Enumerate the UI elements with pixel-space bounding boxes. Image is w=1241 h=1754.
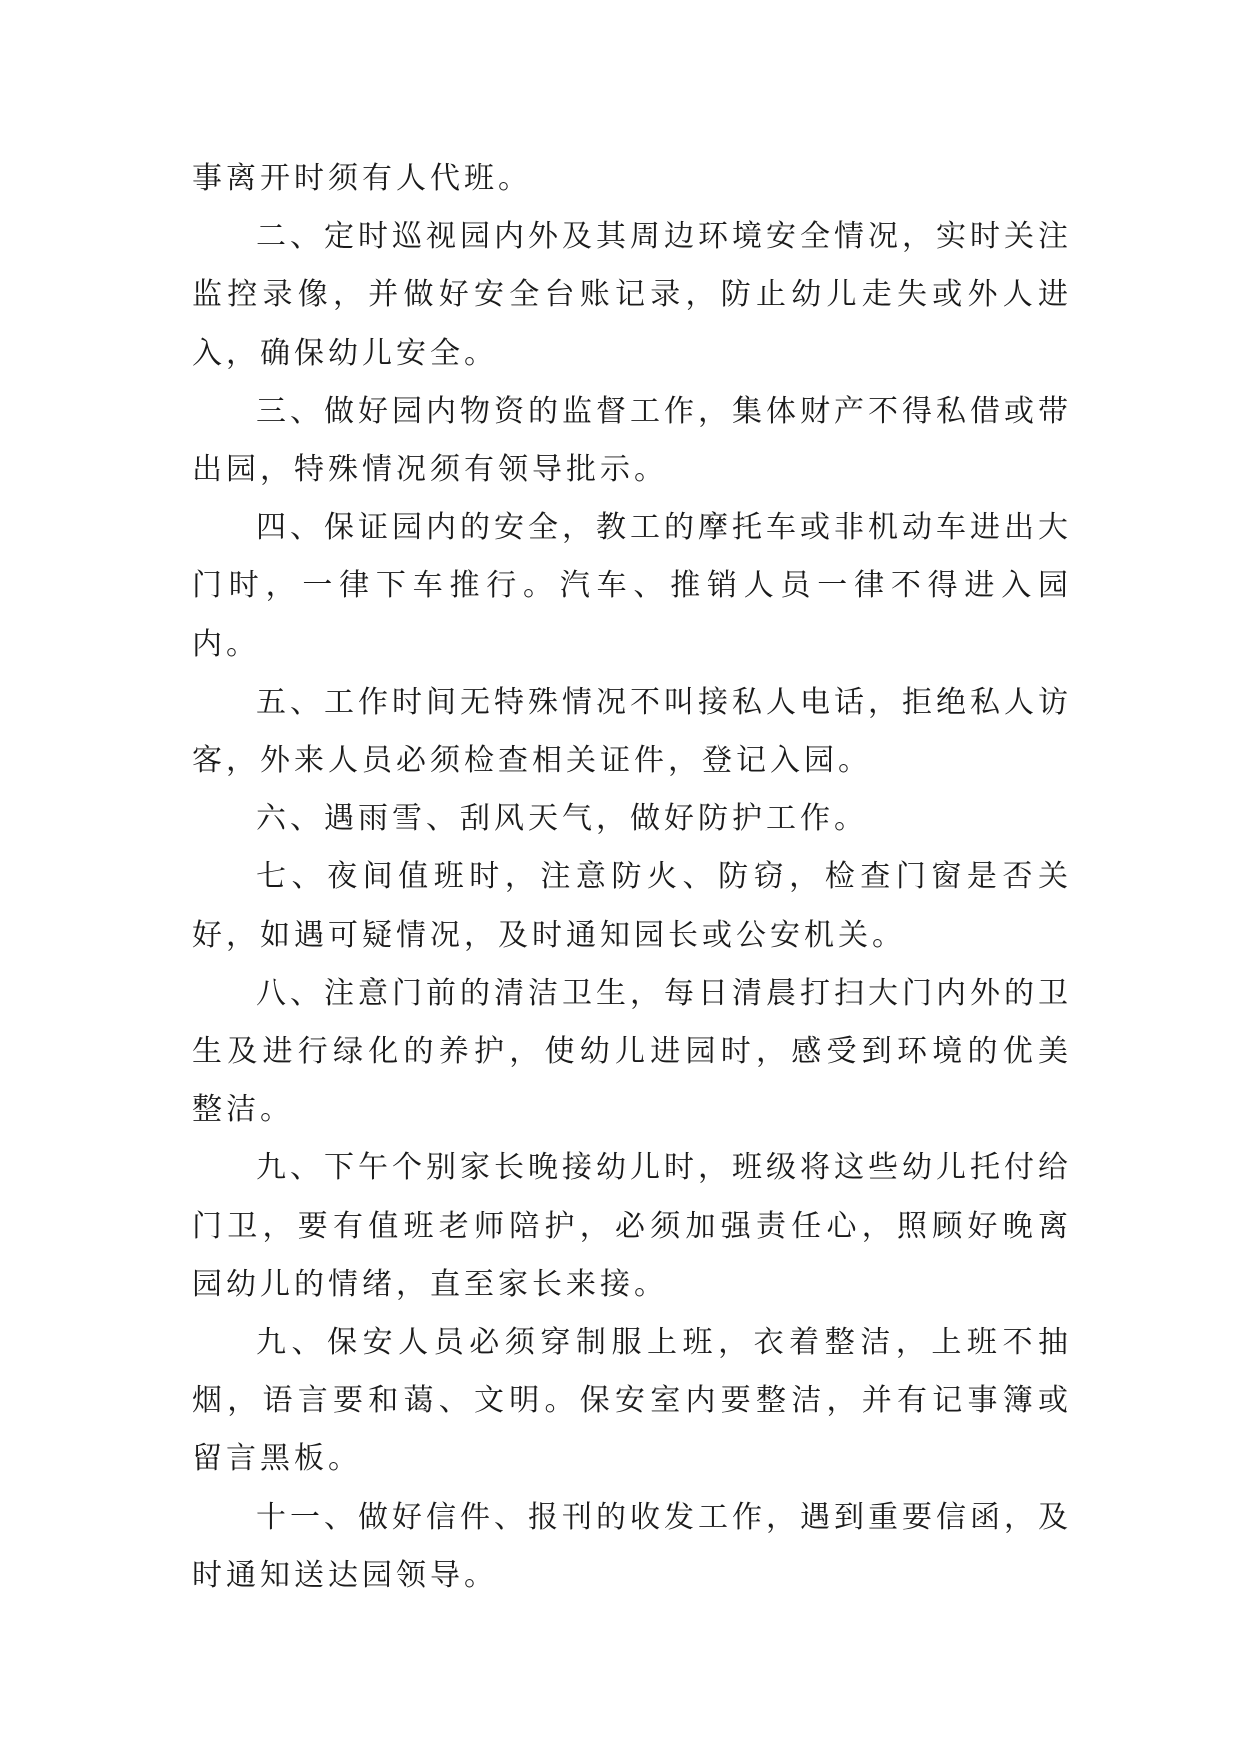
paragraph-rule-11: 十一、做好信件、报刊的收发工作，遇到重要信函，及时通知送达园领导。 (192, 1499, 1072, 1593)
paragraph-rule-5: 五、工作时间无特殊情况不叫接私人电话，拒绝私人访客，外来人员必须检查相关证件，登记入园。 (192, 684, 1072, 779)
paragraph-rule-4: 四、保证园内的安全，教工的摩托车或非机动车进出大门时，一律下车推行。汽车、推销人员一律不得进入园内。 (192, 510, 1072, 662)
paragraph-rule-9b: 九、保安人员必须穿制服上班，衣着整洁，上班不抽烟，语言要和蔼、文明。保安室内要整洁，并有记事簿或留言黑板。 (192, 1325, 1072, 1477)
paragraph-rule-7: 七、夜间值班时，注意防火、防窃，检查门窗是否关好，如遇可疑情况，及时通知园长或公安机关。 (192, 859, 1072, 953)
paragraph-rule-3: 三、做好园内物资的监督工作，集体财产不得私借或带出园，特殊情况须有领导批示。 (192, 393, 1072, 488)
document-body (192, 150, 1072, 1605)
paragraph-rule-8: 八、注意门前的清洁卫生，每日清晨打扫大门内外的卫生及进行绿化的养护，使幼儿进园时，感受到环境的优美整洁。 (192, 975, 1072, 1128)
paragraph-rule-2: 二、定时巡视园内外及其周边环境安全情况，实时关注监控录像，并做好安全台账记录，防止幼儿走失或外人进入，确保幼儿安全。 (192, 219, 1072, 371)
paragraph-continuation: 事离开时须有人代班。 (192, 161, 532, 196)
paragraph-rule-6: 六、遇雨雪、刮风天气，做好防护工作。 (256, 801, 868, 837)
paragraph-rule-9a: 九、下午个别家长晚接幼儿时，班级将这些幼儿托付给门卫，要有值班老师陪护，必须加强责任心，照顾好晚离园幼儿的情绪，直至家长来接。 (192, 1150, 1072, 1302)
